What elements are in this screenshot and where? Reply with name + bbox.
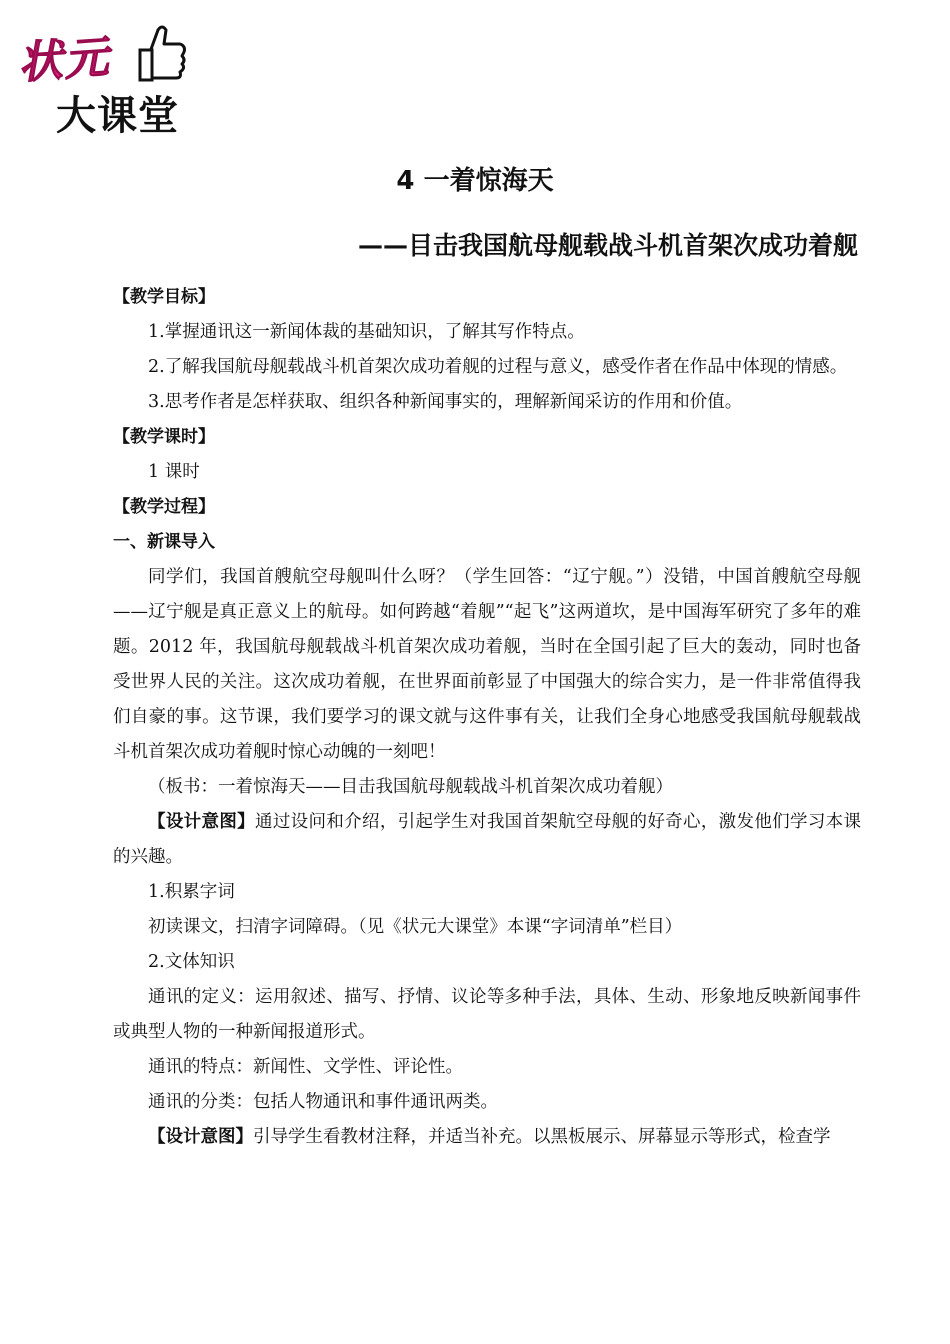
document-body bbox=[113, 280, 861, 1155]
board-note: （板书：一着惊海天——目击我国航母舰载战斗机首架次成功着舰） bbox=[148, 777, 673, 797]
page-title: 4 一着惊海天 bbox=[396, 166, 554, 196]
goals-heading: 【教学目标】 bbox=[113, 287, 215, 307]
design-intent-paragraph bbox=[113, 805, 861, 875]
genre-heading: 2.文体知识 bbox=[148, 952, 235, 972]
goal-item: 2.了解我国航母舰载战斗机首架次成功着舰的过程与意义，感受作者在作品中体现的情感。 bbox=[148, 357, 848, 377]
genre-features: 通讯的特点：新闻性、文学性、评论性。 bbox=[148, 1057, 463, 1077]
goal-item: 3.思考作者是怎样获取、组织各种新闻事实的，理解新闻采访的作用和价值。 bbox=[148, 392, 743, 412]
design-intent-tag: 【设计意图】 bbox=[148, 812, 255, 832]
design-intent-text: 通过设问和介绍，引起学生对我国首架航空母舰的好奇心，激发他们学习本课的兴趣。 bbox=[113, 812, 861, 867]
logo-top-text: 状元 bbox=[16, 31, 112, 90]
thumbs-up-icon bbox=[136, 22, 188, 84]
genre-definition: 通讯的定义：运用叙述、描写、抒情、议论等多种手法，具体、生动、形象地反映新闻事件或典型人物的一种新闻报道形式。 bbox=[113, 987, 861, 1042]
hours-heading: 【教学课时】 bbox=[113, 427, 215, 447]
process-heading: 【教学过程】 bbox=[113, 497, 215, 517]
logo bbox=[16, 14, 193, 139]
page-subtitle: ——目击我国航母舰载战斗机首架次成功着舰 bbox=[357, 231, 858, 260]
hours-text: 1 课时 bbox=[148, 462, 200, 482]
goal-item: 1.掌握通讯这一新闻体裁的基础知识，了解其写作特点。 bbox=[148, 322, 585, 342]
design-intent-text: 引导学生看教材注释，并适当补充。以黑板展示、屏幕显示等形式，检查学 bbox=[253, 1127, 831, 1147]
intro-paragraph: 同学们，我国首艘航空母舰叫什么呀？（学生回答：“辽宁舰。”）没错，中国首艘航空母舰——辽宁舰是真正意义上的航母。如何跨越“着舰”“起飞”这两道坎，是中国海军研究了多年的难题。2012 年，我国航母舰载战斗机首架次成功着舰，当时在全国引起了巨大的轰动，同时也备受世界人民的关注。这次成功着舰，在世界面前彰显了中国强大的综合实力，是一件非常值得我们自豪的事。这节课，我们要学习的课文就与这件事有关，让我们全身心地感受我国航母舰载战斗机首架次成功着舰时惊心动魄的一刻吧！ bbox=[113, 567, 861, 762]
design-intent-tag: 【设计意图】 bbox=[148, 1127, 253, 1147]
intro-heading: 一、新课导入 bbox=[113, 532, 215, 552]
design-intent-paragraph bbox=[113, 1120, 861, 1155]
genre-types: 通讯的分类：包括人物通讯和事件通讯两类。 bbox=[148, 1092, 498, 1112]
logo-bottom-text: 大课堂 bbox=[56, 93, 179, 139]
words-text: 初读课文，扫清字词障碍。（见《状元大课堂》本课“字词清单”栏目） bbox=[148, 917, 683, 937]
words-heading: 1.积累字词 bbox=[148, 882, 235, 902]
